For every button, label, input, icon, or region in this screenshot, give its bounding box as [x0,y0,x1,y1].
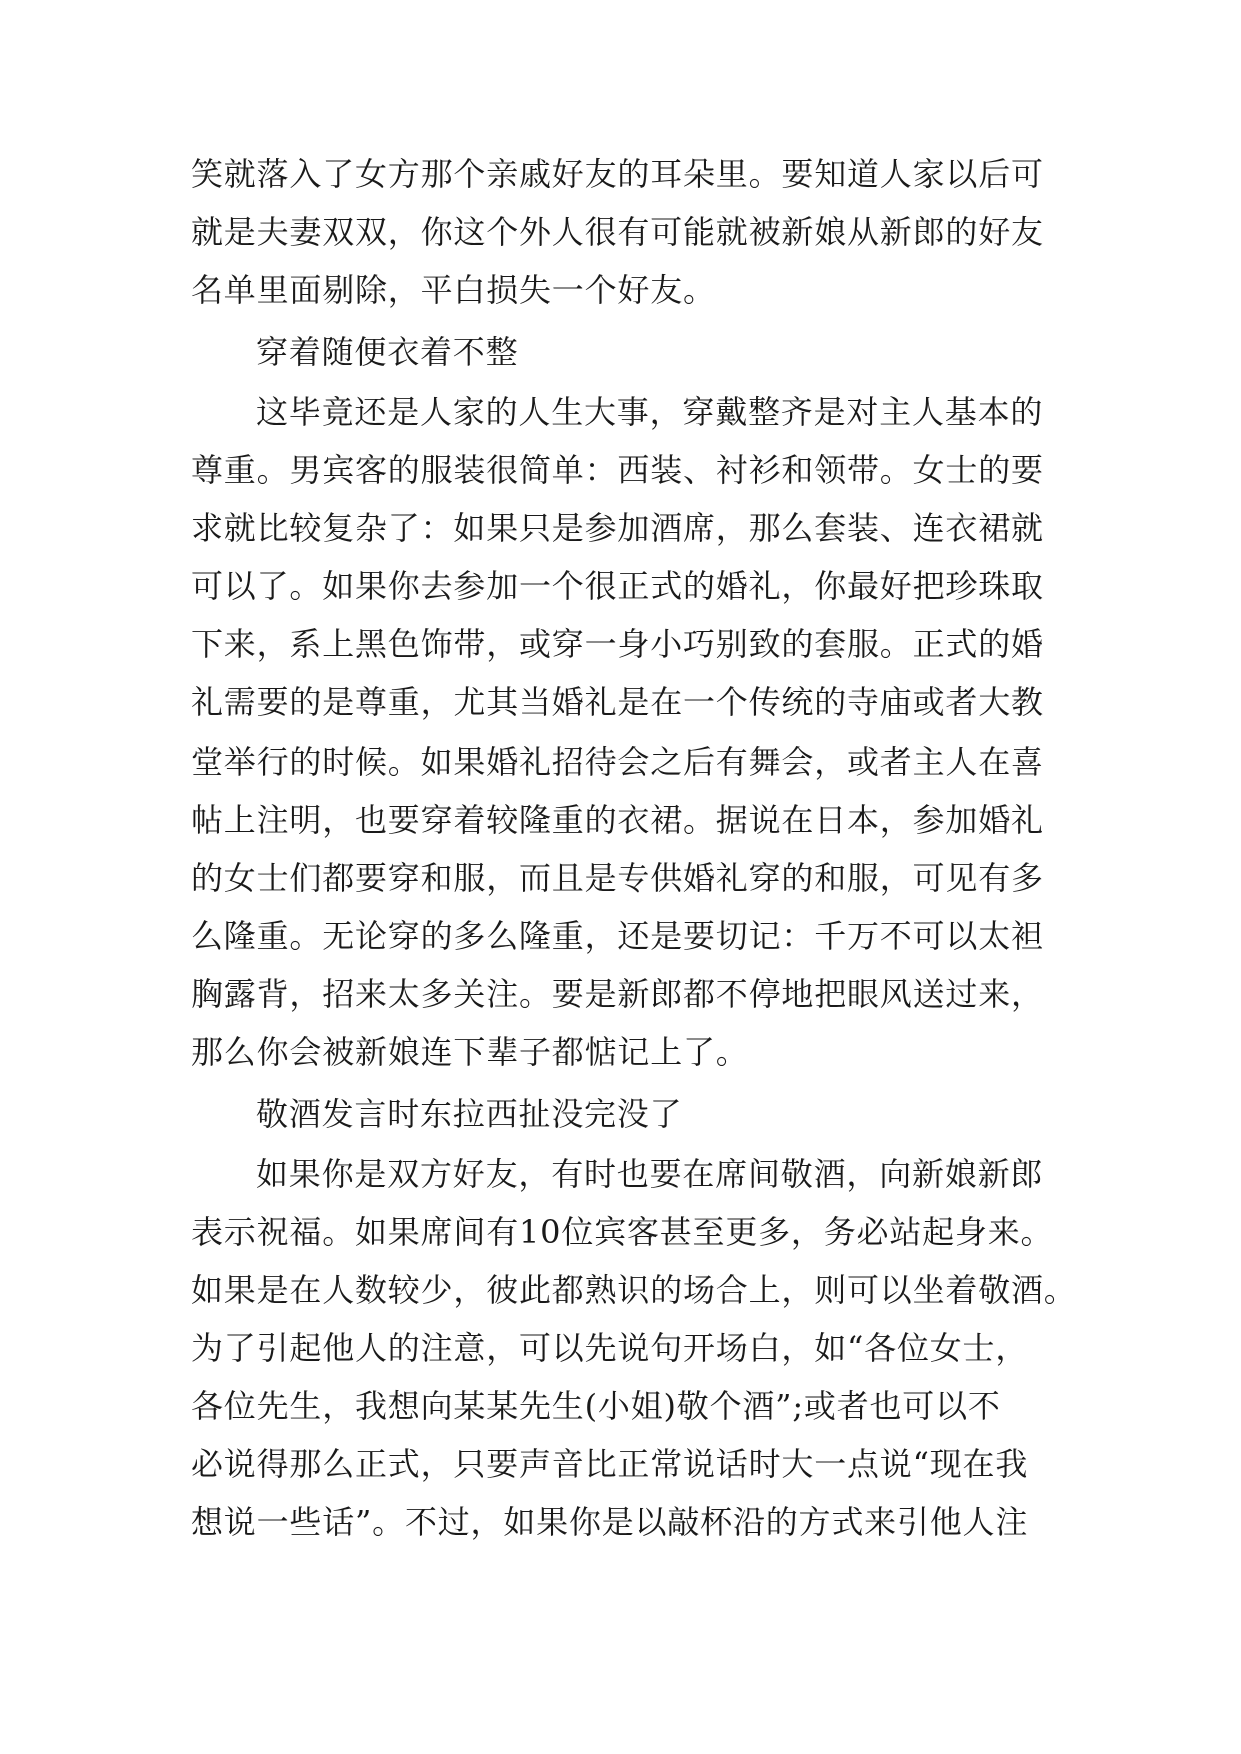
text-line: 必说得那么正式，只要声音比正常说话时大一点说“现在我 [191,1445,1029,1483]
text-line: 各位先生，我想向某某先生(小姐)敬个酒”;或者也可以不 [191,1387,1001,1425]
text-line: 可以了。如果你去参加一个很正式的婚礼，你最好把珍珠取 [191,567,1044,605]
text-line: 如果是在人数较少，彼此都熟识的场合上，则可以坐着敬酒。 [191,1271,1077,1309]
text-line: 尊重。男宾客的服装很简单：西装、衬衫和领带。女士的要 [191,451,1044,489]
text-line: 礼需要的是尊重，尤其当婚礼是在一个传统的寺庙或者大教 [191,683,1044,721]
section-heading: 敬酒发言时东拉西扯没完没了 [256,1095,683,1133]
text-line: 求就比较复杂了：如果只是参加酒席，那么套装、连衣裙就 [191,509,1044,547]
section-heading: 穿着随便衣着不整 [256,333,519,371]
text-line: 帖上注明，也要穿着较隆重的衣裙。据说在日本，参加婚礼 [191,801,1044,839]
text-line: 笑就落入了女方那个亲戚好友的耳朵里。要知道人家以后可 [191,155,1044,193]
text-line: 就是夫妻双双，你这个外人很有可能就被新娘从新郎的好友 [191,213,1044,251]
text-line: 表示祝福。如果席间有10位宾客甚至更多，务必站起身来。 [191,1213,1054,1251]
text-line: 下来，系上黑色饰带，或穿一身小巧别致的套服。正式的婚 [191,625,1044,663]
text-line: 想说一些话”。不过，如果你是以敲杯沿的方式来引他人注 [191,1503,1029,1541]
text-line: 这毕竟还是人家的人生大事，穿戴整齐是对主人基本的 [256,393,1044,431]
text-line: 么隆重。无论穿的多么隆重，还是要切记：千万不可以太袒 [191,917,1044,955]
text-line: 那么你会被新娘连下辈子都惦记上了。 [191,1033,749,1071]
text-line: 如果你是双方好友，有时也要在席间敬酒，向新娘新郎 [256,1155,1044,1193]
text-line: 为了引起他人的注意，可以先说句开场白，如“各位女士， [191,1329,1029,1367]
text-line: 名单里面剔除，平白损失一个好友。 [191,271,716,309]
text-line: 胸露背，招来太多关注。要是新郎都不停地把眼风送过来， [191,975,1044,1013]
text-line: 的女士们都要穿和服，而且是专供婚礼穿的和服，可见有多 [191,859,1044,897]
text-line: 堂举行的时候。如果婚礼招待会之后有舞会，或者主人在喜 [191,743,1044,781]
